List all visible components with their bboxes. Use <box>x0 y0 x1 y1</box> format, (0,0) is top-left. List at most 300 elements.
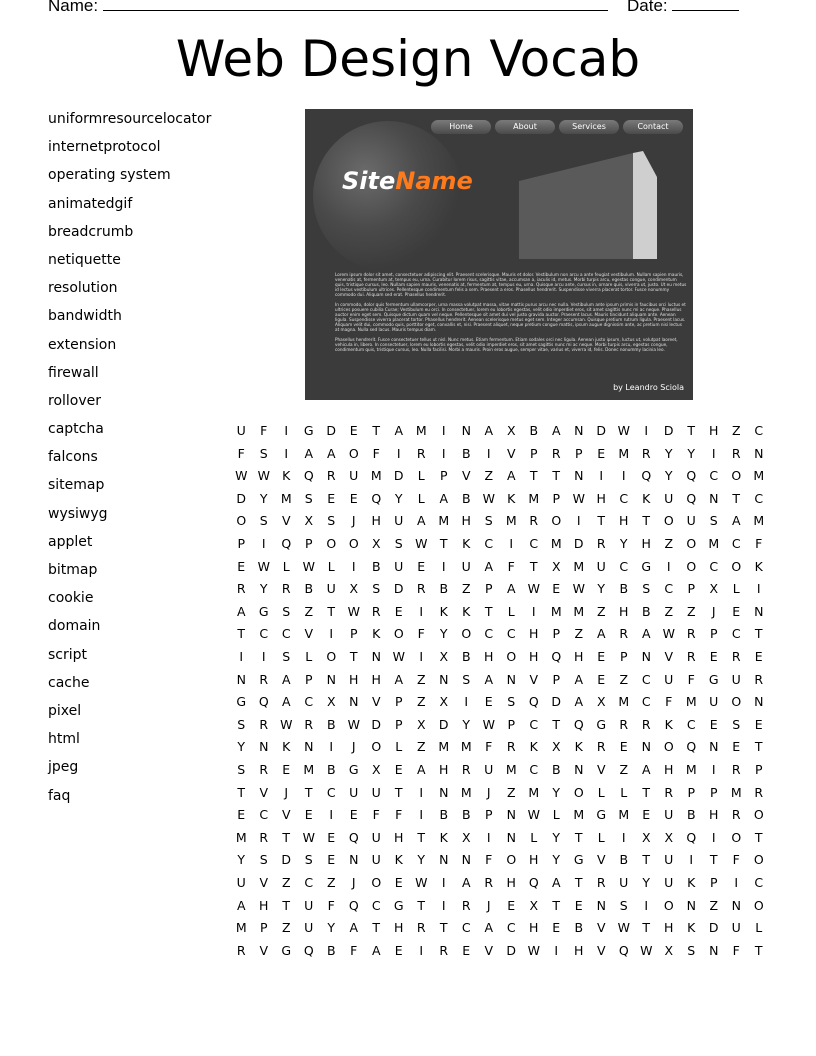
grid-cell[interactable]: E <box>394 942 403 958</box>
grid-cell[interactable]: E <box>394 875 403 890</box>
grid-cell[interactable]: S <box>282 603 291 619</box>
grid-cell[interactable]: K <box>687 920 696 936</box>
grid-cell[interactable]: A <box>484 423 494 438</box>
grid-cell[interactable]: R <box>236 942 246 958</box>
grid-cell[interactable]: M <box>280 490 292 506</box>
grid-cell[interactable]: P <box>709 784 718 800</box>
grid-cell[interactable]: S <box>282 649 291 664</box>
grid-cell[interactable]: N <box>574 468 584 484</box>
grid-cell[interactable]: P <box>394 716 403 732</box>
grid-cell[interactable]: U <box>664 852 674 868</box>
grid-cell[interactable]: B <box>326 716 336 732</box>
grid-cell[interactable]: Y <box>619 536 628 551</box>
grid-cell[interactable]: Y <box>237 739 246 755</box>
grid-cell[interactable]: N <box>461 852 471 868</box>
grid-cell[interactable]: K <box>664 716 673 732</box>
grid-cell[interactable]: D <box>236 490 247 506</box>
grid-cell[interactable]: G <box>596 716 607 732</box>
grid-cell[interactable]: I <box>756 581 761 597</box>
grid-cell[interactable]: T <box>529 468 538 484</box>
grid-cell[interactable]: L <box>507 603 515 619</box>
grid-cell[interactable]: Q <box>573 716 584 732</box>
grid-cell[interactable]: F <box>755 536 763 551</box>
grid-cell[interactable]: S <box>237 762 246 777</box>
grid-cell[interactable]: D <box>438 716 449 732</box>
grid-cell[interactable]: D <box>708 920 719 936</box>
grid-cell[interactable]: H <box>349 671 359 687</box>
grid-cell[interactable]: W <box>280 716 293 732</box>
grid-cell[interactable]: C <box>529 762 539 777</box>
grid-cell[interactable]: G <box>258 603 269 619</box>
grid-cell[interactable]: E <box>349 423 358 438</box>
grid-cell[interactable]: H <box>371 671 381 687</box>
grid-cell[interactable]: E <box>552 581 561 597</box>
grid-cell[interactable]: E <box>349 807 358 823</box>
grid-cell[interactable]: L <box>755 920 763 936</box>
grid-cell[interactable]: A <box>416 762 426 777</box>
grid-cell[interactable]: J <box>711 603 716 619</box>
grid-cell[interactable]: E <box>732 603 741 619</box>
grid-cell[interactable]: N <box>754 445 764 461</box>
grid-cell[interactable]: G <box>236 694 247 710</box>
grid-cell[interactable]: N <box>754 603 764 619</box>
grid-cell[interactable]: H <box>439 762 449 777</box>
grid-cell[interactable]: S <box>327 513 336 529</box>
grid-cell[interactable]: H <box>574 942 584 958</box>
grid-cell[interactable]: H <box>596 490 606 506</box>
grid-cell[interactable]: B <box>686 807 696 823</box>
grid-cell[interactable]: M <box>460 739 472 755</box>
grid-cell[interactable]: M <box>685 762 697 777</box>
grid-cell[interactable]: U <box>484 762 494 777</box>
grid-cell[interactable]: G <box>596 807 607 823</box>
grid-cell[interactable]: R <box>439 942 449 958</box>
grid-cell[interactable]: C <box>506 920 516 936</box>
grid-cell[interactable]: C <box>484 536 494 551</box>
grid-cell[interactable]: W <box>257 558 270 574</box>
grid-cell[interactable]: Q <box>618 942 629 958</box>
grid-cell[interactable]: U <box>349 468 359 484</box>
grid-cell[interactable]: O <box>461 626 472 642</box>
grid-cell[interactable]: E <box>597 649 606 664</box>
grid-cell[interactable]: N <box>709 490 719 506</box>
grid-cell[interactable]: H <box>641 536 651 551</box>
grid-cell[interactable]: J <box>351 513 356 529</box>
grid-cell[interactable]: T <box>327 603 336 619</box>
grid-cell[interactable]: E <box>709 649 718 664</box>
grid-cell[interactable]: N <box>506 807 516 823</box>
grid-cell[interactable]: I <box>441 558 446 574</box>
grid-cell[interactable]: F <box>732 942 740 958</box>
grid-cell[interactable]: X <box>529 897 539 913</box>
grid-cell[interactable]: P <box>259 920 268 936</box>
grid-cell[interactable]: P <box>507 716 516 732</box>
grid-cell[interactable]: U <box>709 694 719 710</box>
grid-cell[interactable]: U <box>349 784 359 800</box>
grid-cell[interactable]: N <box>641 739 651 755</box>
grid-cell[interactable]: T <box>754 626 763 642</box>
grid-cell[interactable]: D <box>326 423 337 438</box>
grid-cell[interactable]: Y <box>664 468 673 484</box>
grid-cell[interactable]: Y <box>259 490 268 506</box>
grid-cell[interactable]: D <box>551 694 562 710</box>
grid-cell[interactable]: U <box>326 581 336 597</box>
grid-cell[interactable]: S <box>642 581 651 597</box>
grid-cell[interactable]: M <box>505 513 517 529</box>
grid-cell[interactable]: O <box>393 626 404 642</box>
grid-cell[interactable]: N <box>709 739 719 755</box>
grid-cell[interactable]: R <box>641 445 651 461</box>
grid-cell[interactable]: P <box>304 671 313 687</box>
grid-cell[interactable]: L <box>417 490 425 506</box>
grid-cell[interactable]: Z <box>574 626 584 642</box>
grid-cell[interactable]: U <box>619 875 629 890</box>
grid-cell[interactable]: V <box>484 942 494 958</box>
grid-cell[interactable]: W <box>572 581 585 597</box>
grid-cell[interactable]: N <box>259 739 269 755</box>
grid-cell[interactable]: M <box>685 694 697 710</box>
grid-cell[interactable]: I <box>261 649 266 664</box>
grid-cell[interactable]: B <box>461 807 471 823</box>
grid-cell[interactable]: M <box>303 762 315 777</box>
grid-cell[interactable]: T <box>529 558 538 574</box>
grid-cell[interactable]: I <box>329 739 334 755</box>
grid-cell[interactable]: W <box>482 716 495 732</box>
grid-cell[interactable]: B <box>461 490 471 506</box>
grid-cell[interactable]: F <box>485 852 493 868</box>
grid-cell[interactable]: C <box>754 875 764 890</box>
grid-cell[interactable]: S <box>394 536 403 551</box>
grid-cell[interactable]: C <box>506 626 516 642</box>
grid-cell[interactable]: L <box>395 739 403 755</box>
grid-cell[interactable]: S <box>259 852 268 868</box>
grid-cell[interactable]: H <box>619 603 629 619</box>
grid-cell[interactable]: W <box>617 920 630 936</box>
grid-cell[interactable]: J <box>284 784 289 800</box>
grid-cell[interactable]: Z <box>484 468 494 484</box>
grid-cell[interactable]: D <box>573 536 584 551</box>
grid-cell[interactable]: B <box>641 603 651 619</box>
grid-cell[interactable]: U <box>686 513 696 529</box>
grid-cell[interactable]: I <box>621 829 626 845</box>
grid-cell[interactable]: R <box>484 875 494 890</box>
grid-cell[interactable]: R <box>236 581 246 597</box>
grid-cell[interactable]: C <box>371 897 381 913</box>
grid-cell[interactable]: R <box>731 649 741 664</box>
grid-cell[interactable]: N <box>686 897 696 913</box>
grid-cell[interactable]: I <box>419 942 424 958</box>
grid-cell[interactable]: I <box>284 445 289 461</box>
grid-cell[interactable]: K <box>462 603 471 619</box>
grid-cell[interactable]: I <box>711 762 716 777</box>
grid-cell[interactable]: E <box>619 739 628 755</box>
grid-cell[interactable]: I <box>599 468 604 484</box>
grid-cell[interactable]: Q <box>348 897 359 913</box>
grid-cell[interactable]: W <box>392 649 405 664</box>
grid-cell[interactable]: R <box>686 649 696 664</box>
name-line[interactable] <box>103 0 608 11</box>
grid-cell[interactable]: R <box>259 716 269 732</box>
grid-cell[interactable]: E <box>394 762 403 777</box>
grid-cell[interactable]: L <box>282 558 290 574</box>
grid-cell[interactable]: V <box>596 852 606 868</box>
grid-cell[interactable]: O <box>348 445 359 461</box>
grid-cell[interactable]: C <box>731 536 741 551</box>
grid-cell[interactable]: T <box>709 852 718 868</box>
grid-cell[interactable]: A <box>371 942 381 958</box>
grid-cell[interactable]: Y <box>664 445 673 461</box>
grid-cell[interactable]: H <box>394 920 404 936</box>
grid-cell[interactable]: E <box>574 897 583 913</box>
grid-cell[interactable]: C <box>709 558 719 574</box>
grid-cell[interactable]: C <box>619 558 629 574</box>
grid-cell[interactable]: S <box>732 716 741 732</box>
grid-cell[interactable]: W <box>347 603 360 619</box>
grid-cell[interactable]: U <box>664 671 674 687</box>
grid-cell[interactable]: F <box>350 942 358 958</box>
grid-cell[interactable]: A <box>641 626 651 642</box>
grid-cell[interactable]: T <box>349 649 358 664</box>
grid-cell[interactable]: K <box>282 739 291 755</box>
grid-cell[interactable]: R <box>686 626 696 642</box>
grid-cell[interactable]: G <box>573 852 584 868</box>
grid-cell[interactable]: Z <box>506 784 516 800</box>
grid-cell[interactable]: E <box>462 942 471 958</box>
grid-cell[interactable]: V <box>259 875 269 890</box>
grid-cell[interactable]: P <box>574 445 583 461</box>
grid-cell[interactable]: A <box>641 762 651 777</box>
grid-cell[interactable]: T <box>237 626 246 642</box>
grid-cell[interactable]: X <box>506 423 516 438</box>
grid-cell[interactable]: F <box>665 694 673 710</box>
grid-cell[interactable]: V <box>506 445 516 461</box>
grid-cell[interactable]: E <box>349 490 358 506</box>
grid-cell[interactable]: U <box>236 875 246 890</box>
grid-cell[interactable]: E <box>597 671 606 687</box>
grid-cell[interactable]: C <box>326 784 336 800</box>
grid-cell[interactable]: P <box>484 581 493 597</box>
grid-cell[interactable]: S <box>304 852 313 868</box>
grid-cell[interactable]: D <box>506 942 517 958</box>
grid-cell[interactable]: I <box>419 807 424 823</box>
grid-cell[interactable]: C <box>304 875 314 890</box>
grid-cell[interactable]: Q <box>528 694 539 710</box>
grid-cell[interactable]: T <box>732 490 741 506</box>
grid-cell[interactable]: W <box>662 626 675 642</box>
grid-cell[interactable]: X <box>641 829 651 845</box>
grid-cell[interactable]: Q <box>686 468 697 484</box>
grid-cell[interactable]: H <box>259 897 269 913</box>
grid-cell[interactable]: P <box>709 875 718 890</box>
grid-cell[interactable]: V <box>664 649 674 664</box>
grid-cell[interactable]: C <box>304 694 314 710</box>
grid-cell[interactable]: W <box>527 807 540 823</box>
grid-cell[interactable]: O <box>731 558 742 574</box>
grid-cell[interactable]: R <box>371 603 381 619</box>
grid-cell[interactable]: Z <box>664 536 674 551</box>
grid-cell[interactable]: S <box>304 490 313 506</box>
grid-cell[interactable]: F <box>372 807 380 823</box>
grid-cell[interactable]: L <box>305 649 313 664</box>
grid-cell[interactable]: R <box>754 671 764 687</box>
grid-cell[interactable]: Y <box>687 445 696 461</box>
grid-cell[interactable]: I <box>351 558 356 574</box>
grid-cell[interactable]: M <box>415 423 427 438</box>
grid-cell[interactable]: C <box>731 626 741 642</box>
grid-cell[interactable]: F <box>327 897 335 913</box>
grid-cell[interactable]: I <box>239 649 244 664</box>
grid-cell[interactable]: S <box>507 694 516 710</box>
grid-cell[interactable]: E <box>327 829 336 845</box>
grid-cell[interactable]: H <box>529 626 539 642</box>
grid-cell[interactable]: Y <box>642 875 651 890</box>
grid-cell[interactable]: Q <box>551 649 562 664</box>
grid-cell[interactable]: D <box>596 423 607 438</box>
grid-cell[interactable]: N <box>709 942 719 958</box>
grid-cell[interactable]: H <box>506 875 516 890</box>
grid-cell[interactable]: X <box>551 739 561 755</box>
grid-cell[interactable]: C <box>641 694 651 710</box>
grid-cell[interactable]: U <box>371 852 381 868</box>
grid-cell[interactable]: H <box>394 829 404 845</box>
grid-cell[interactable]: F <box>417 626 425 642</box>
grid-cell[interactable]: B <box>619 581 629 597</box>
grid-cell[interactable]: O <box>326 536 337 551</box>
grid-cell[interactable]: P <box>529 445 538 461</box>
grid-cell[interactable]: V <box>596 920 606 936</box>
grid-cell[interactable]: I <box>621 468 626 484</box>
grid-cell[interactable]: N <box>349 694 359 710</box>
grid-cell[interactable]: O <box>686 536 697 551</box>
grid-cell[interactable]: X <box>304 513 314 529</box>
date-field[interactable] <box>627 0 739 16</box>
grid-cell[interactable]: O <box>236 513 247 529</box>
grid-cell[interactable]: M <box>753 513 765 529</box>
grid-cell[interactable]: T <box>552 716 561 732</box>
grid-cell[interactable]: I <box>464 694 469 710</box>
grid-cell[interactable]: W <box>235 468 248 484</box>
grid-cell[interactable]: X <box>551 558 561 574</box>
grid-cell[interactable]: L <box>597 784 605 800</box>
grid-cell[interactable]: E <box>709 716 718 732</box>
grid-cell[interactable]: G <box>303 423 314 438</box>
grid-cell[interactable]: T <box>754 829 763 845</box>
grid-cell[interactable]: T <box>439 920 448 936</box>
grid-cell[interactable]: V <box>596 942 606 958</box>
grid-cell[interactable]: S <box>484 513 493 529</box>
grid-cell[interactable]: N <box>326 671 336 687</box>
grid-cell[interactable]: I <box>509 536 514 551</box>
grid-cell[interactable]: O <box>326 649 337 664</box>
grid-cell[interactable]: R <box>731 807 741 823</box>
grid-cell[interactable]: A <box>416 513 426 529</box>
grid-cell[interactable]: I <box>486 829 491 845</box>
grid-cell[interactable]: R <box>281 581 291 597</box>
date-line[interactable] <box>672 0 739 11</box>
grid-cell[interactable]: X <box>709 581 719 597</box>
grid-cell[interactable]: O <box>371 739 382 755</box>
grid-cell[interactable]: K <box>687 875 696 890</box>
grid-cell[interactable]: C <box>461 920 471 936</box>
grid-cell[interactable]: Q <box>303 468 314 484</box>
grid-cell[interactable]: V <box>259 784 269 800</box>
grid-cell[interactable]: I <box>711 829 716 845</box>
grid-cell[interactable]: C <box>281 626 291 642</box>
grid-cell[interactable]: A <box>574 694 584 710</box>
grid-cell[interactable]: R <box>259 671 269 687</box>
grid-cell[interactable]: T <box>439 536 448 551</box>
grid-cell[interactable]: I <box>441 423 446 438</box>
grid-cell[interactable]: O <box>663 897 674 913</box>
grid-cell[interactable]: H <box>574 649 584 664</box>
grid-cell[interactable]: I <box>329 807 334 823</box>
grid-cell[interactable]: A <box>236 897 246 913</box>
grid-cell[interactable]: I <box>711 445 716 461</box>
grid-cell[interactable]: M <box>550 536 562 551</box>
grid-cell[interactable]: U <box>304 897 314 913</box>
grid-cell[interactable]: M <box>370 468 382 484</box>
grid-cell[interactable]: N <box>641 649 651 664</box>
grid-cell[interactable]: Y <box>259 581 268 597</box>
grid-cell[interactable]: W <box>347 716 360 732</box>
grid-cell[interactable]: Z <box>281 920 291 936</box>
grid-cell[interactable]: T <box>597 513 606 529</box>
grid-cell[interactable]: D <box>281 852 292 868</box>
grid-cell[interactable]: U <box>371 784 381 800</box>
grid-cell[interactable]: U <box>664 875 674 890</box>
name-field[interactable] <box>48 0 608 16</box>
grid-cell[interactable]: Z <box>416 739 426 755</box>
grid-cell[interactable]: G <box>393 897 404 913</box>
grid-cell[interactable]: Z <box>461 581 471 597</box>
grid-cell[interactable]: B <box>529 423 539 438</box>
grid-cell[interactable]: C <box>686 716 696 732</box>
grid-cell[interactable]: E <box>394 603 403 619</box>
grid-cell[interactable]: R <box>506 739 516 755</box>
grid-cell[interactable]: I <box>644 897 649 913</box>
grid-cell[interactable]: R <box>641 716 651 732</box>
grid-cell[interactable]: I <box>329 626 334 642</box>
grid-cell[interactable]: E <box>754 716 763 732</box>
grid-cell[interactable]: F <box>395 807 403 823</box>
grid-cell[interactable]: Z <box>709 897 719 913</box>
grid-cell[interactable]: C <box>619 490 629 506</box>
grid-cell[interactable]: A <box>484 558 494 574</box>
grid-cell[interactable]: D <box>371 716 382 732</box>
grid-cell[interactable]: M <box>528 490 540 506</box>
grid-cell[interactable]: H <box>664 762 674 777</box>
grid-cell[interactable]: Y <box>552 829 561 845</box>
grid-cell[interactable]: T <box>642 852 651 868</box>
grid-cell[interactable]: N <box>439 784 449 800</box>
grid-cell[interactable]: K <box>462 536 471 551</box>
grid-cell[interactable]: A <box>304 445 314 461</box>
grid-cell[interactable]: Y <box>552 784 561 800</box>
grid-cell[interactable]: P <box>394 694 403 710</box>
grid-cell[interactable]: O <box>731 829 742 845</box>
grid-cell[interactable]: S <box>709 513 718 529</box>
grid-cell[interactable]: H <box>484 649 494 664</box>
grid-cell[interactable]: T <box>642 784 651 800</box>
grid-cell[interactable]: O <box>573 784 584 800</box>
grid-cell[interactable]: L <box>597 829 605 845</box>
grid-cell[interactable]: R <box>731 762 741 777</box>
grid-cell[interactable]: U <box>664 490 674 506</box>
grid-cell[interactable]: H <box>529 852 539 868</box>
grid-cell[interactable]: O <box>506 852 517 868</box>
grid-cell[interactable]: B <box>574 920 584 936</box>
grid-cell[interactable]: R <box>596 875 606 890</box>
